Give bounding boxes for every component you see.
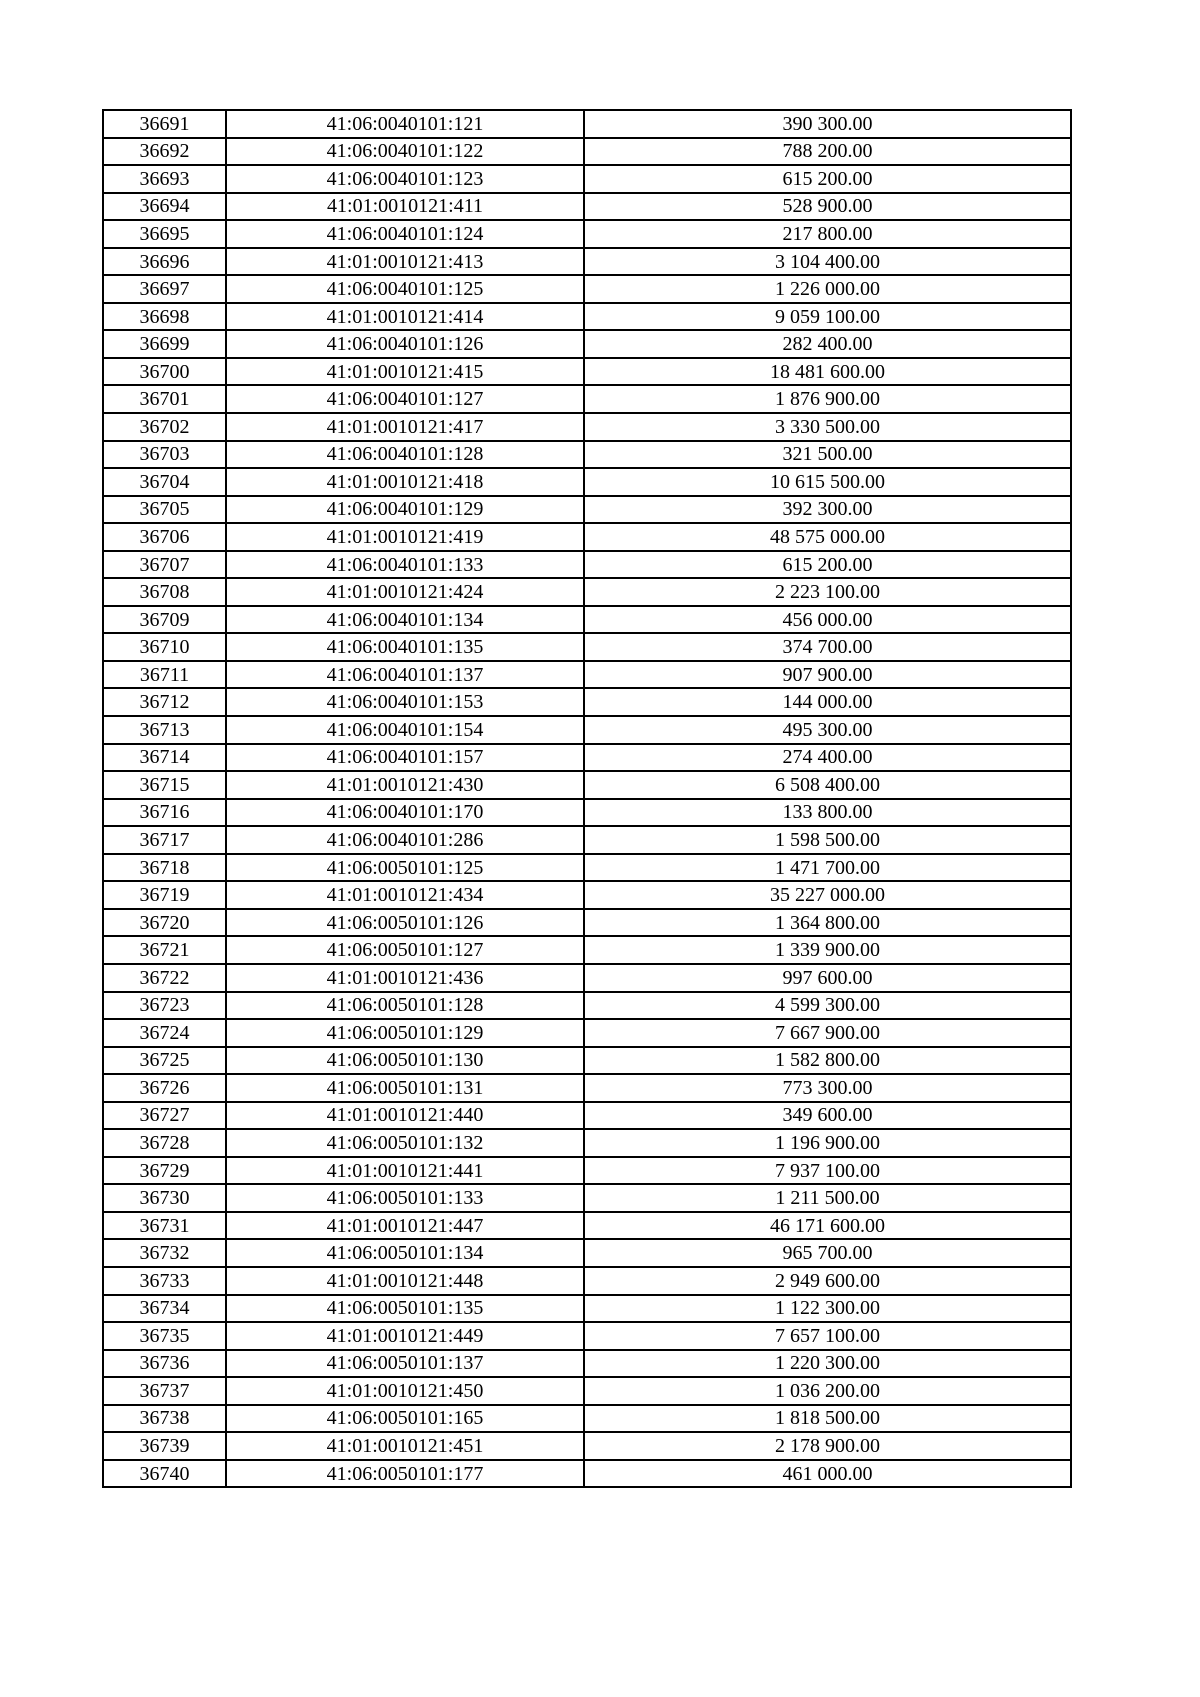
- row-number-cell: 36705: [103, 496, 226, 524]
- cadastral-value-cell: 1 220 300.00: [584, 1350, 1071, 1378]
- table-row: [103, 826, 1071, 854]
- cadastral-number-cell: 41:01:0010121:451: [226, 1432, 584, 1460]
- row-number-cell: 36720: [103, 909, 226, 937]
- cadastral-value-cell: 390 300.00: [584, 110, 1071, 138]
- table-row: [103, 1019, 1071, 1047]
- cadastral-number-cell: 41:01:0010121:414: [226, 303, 584, 331]
- cadastral-value-cell: 282 400.00: [584, 330, 1071, 358]
- table-row: [103, 992, 1071, 1020]
- cadastral-value-cell: 18 481 600.00: [584, 358, 1071, 386]
- row-number-cell: 36707: [103, 551, 226, 579]
- table-row: [103, 1350, 1071, 1378]
- row-number-cell: 36698: [103, 303, 226, 331]
- cadastral-number-cell: 41:01:0010121:441: [226, 1157, 584, 1185]
- table-row: [103, 1267, 1071, 1295]
- row-number-cell: 36729: [103, 1157, 226, 1185]
- table-row: [103, 1047, 1071, 1075]
- cadastral-value-cell: 2 949 600.00: [584, 1267, 1071, 1295]
- cadastral-number-cell: 41:01:0010121:430: [226, 771, 584, 799]
- row-number-cell: 36727: [103, 1102, 226, 1130]
- cadastral-number-cell: 41:01:0010121:440: [226, 1102, 584, 1130]
- row-number-cell: 36700: [103, 358, 226, 386]
- cadastral-value-cell: 456 000.00: [584, 606, 1071, 634]
- cadastral-value-cell: 10 615 500.00: [584, 468, 1071, 496]
- table-row: [103, 771, 1071, 799]
- cadastral-number-cell: 41:06:0040101:135: [226, 633, 584, 661]
- cadastral-number-cell: 41:06:0050101:130: [226, 1047, 584, 1075]
- table-row: [103, 1157, 1071, 1185]
- cadastral-number-cell: 41:06:0040101:157: [226, 744, 584, 772]
- table-row: [103, 551, 1071, 579]
- table-row: [103, 881, 1071, 909]
- row-number-cell: 36708: [103, 578, 226, 606]
- row-number-cell: 36726: [103, 1074, 226, 1102]
- row-number-cell: 36714: [103, 744, 226, 772]
- cadastral-value-cell: 1 471 700.00: [584, 854, 1071, 882]
- cadastral-value-cell: 528 900.00: [584, 193, 1071, 221]
- cadastral-value-cell: 1 226 000.00: [584, 275, 1071, 303]
- cadastral-number-cell: 41:06:0040101:154: [226, 716, 584, 744]
- cadastral-value-cell: 2 178 900.00: [584, 1432, 1071, 1460]
- cadastral-number-cell: 41:06:0040101:286: [226, 826, 584, 854]
- row-number-cell: 36730: [103, 1184, 226, 1212]
- table-row: [103, 1377, 1071, 1405]
- table-row: [103, 578, 1071, 606]
- cadastral-number-cell: 41:06:0050101:137: [226, 1350, 584, 1378]
- cadastral-value-cell: 6 508 400.00: [584, 771, 1071, 799]
- row-number-cell: 36703: [103, 441, 226, 469]
- row-number-cell: 36731: [103, 1212, 226, 1240]
- table-row: [103, 1184, 1071, 1212]
- cadastral-number-cell: 41:06:0050101:177: [226, 1460, 584, 1488]
- cadastral-number-cell: 41:01:0010121:417: [226, 413, 584, 441]
- cadastral-value-cell: 3 104 400.00: [584, 248, 1071, 276]
- cadastral-number-cell: 41:06:0050101:135: [226, 1295, 584, 1323]
- table-row: [103, 330, 1071, 358]
- cadastral-number-cell: 41:06:0040101:133: [226, 551, 584, 579]
- table-row: [103, 606, 1071, 634]
- row-number-cell: 36733: [103, 1267, 226, 1295]
- table-row: [103, 909, 1071, 937]
- cadastral-number-cell: 41:01:0010121:449: [226, 1322, 584, 1350]
- table-row: [103, 688, 1071, 716]
- cadastral-value-cell: 144 000.00: [584, 688, 1071, 716]
- cadastral-value-cell: 374 700.00: [584, 633, 1071, 661]
- cadastral-value-cell: 461 000.00: [584, 1460, 1071, 1488]
- cadastral-number-cell: 41:06:0050101:132: [226, 1129, 584, 1157]
- row-number-cell: 36736: [103, 1350, 226, 1378]
- row-number-cell: 36735: [103, 1322, 226, 1350]
- cadastral-value-cell: 1 876 900.00: [584, 385, 1071, 413]
- table-row: [103, 799, 1071, 827]
- table-row: [103, 110, 1071, 138]
- row-number-cell: 36715: [103, 771, 226, 799]
- cadastral-number-cell: 41:01:0010121:418: [226, 468, 584, 496]
- row-number-cell: 36717: [103, 826, 226, 854]
- cadastral-value-cell: 321 500.00: [584, 441, 1071, 469]
- row-number-cell: 36737: [103, 1377, 226, 1405]
- table-row: [103, 716, 1071, 744]
- table-row: [103, 523, 1071, 551]
- table-row: [103, 964, 1071, 992]
- table-row: [103, 936, 1071, 964]
- table-row: [103, 248, 1071, 276]
- cadastral-value-cell: 1 582 800.00: [584, 1047, 1071, 1075]
- cadastral-number-cell: 41:06:0040101:124: [226, 220, 584, 248]
- cadastral-value-cell: 217 800.00: [584, 220, 1071, 248]
- table-row: [103, 1432, 1071, 1460]
- row-number-cell: 36699: [103, 330, 226, 358]
- row-number-cell: 36695: [103, 220, 226, 248]
- row-number-cell: 36710: [103, 633, 226, 661]
- cadastral-number-cell: 41:06:0040101:170: [226, 799, 584, 827]
- cadastral-value-cell: 274 400.00: [584, 744, 1071, 772]
- cadastral-value-cell: 9 059 100.00: [584, 303, 1071, 331]
- cadastral-value-cell: 615 200.00: [584, 551, 1071, 579]
- cadastral-number-cell: 41:01:0010121:447: [226, 1212, 584, 1240]
- cadastral-number-cell: 41:06:0050101:165: [226, 1405, 584, 1433]
- table-row: [103, 275, 1071, 303]
- row-number-cell: 36721: [103, 936, 226, 964]
- table-row: [103, 1405, 1071, 1433]
- row-number-cell: 36693: [103, 165, 226, 193]
- table-row: [103, 193, 1071, 221]
- cadastral-number-cell: 41:06:0050101:125: [226, 854, 584, 882]
- cadastral-value-cell: 1 364 800.00: [584, 909, 1071, 937]
- table-row: [103, 496, 1071, 524]
- cadastral-number-cell: 41:06:0040101:127: [226, 385, 584, 413]
- row-number-cell: 36725: [103, 1047, 226, 1075]
- row-number-cell: 36739: [103, 1432, 226, 1460]
- row-number-cell: 36728: [103, 1129, 226, 1157]
- row-number-cell: 36724: [103, 1019, 226, 1047]
- table-row: [103, 744, 1071, 772]
- row-number-cell: 36704: [103, 468, 226, 496]
- cadastral-value-cell: 48 575 000.00: [584, 523, 1071, 551]
- table-body: [103, 110, 1071, 1487]
- cadastral-value-cell: 7 657 100.00: [584, 1322, 1071, 1350]
- cadastral-value-cell: 997 600.00: [584, 964, 1071, 992]
- row-number-cell: 36692: [103, 138, 226, 166]
- cadastral-number-cell: 41:06:0050101:127: [226, 936, 584, 964]
- cadastral-value-cell: 1 818 500.00: [584, 1405, 1071, 1433]
- row-number-cell: 36722: [103, 964, 226, 992]
- cadastral-value-cell: 35 227 000.00: [584, 881, 1071, 909]
- cadastral-value-cell: 773 300.00: [584, 1074, 1071, 1102]
- row-number-cell: 36712: [103, 688, 226, 716]
- cadastral-number-cell: 41:01:0010121:436: [226, 964, 584, 992]
- table-row: [103, 1295, 1071, 1323]
- row-number-cell: 36719: [103, 881, 226, 909]
- cadastral-number-cell: 41:06:0040101:125: [226, 275, 584, 303]
- row-number-cell: 36697: [103, 275, 226, 303]
- row-number-cell: 36706: [103, 523, 226, 551]
- table-row: [103, 1460, 1071, 1488]
- row-number-cell: 36723: [103, 992, 226, 1020]
- row-number-cell: 36709: [103, 606, 226, 634]
- row-number-cell: 36694: [103, 193, 226, 221]
- table-row: [103, 1239, 1071, 1267]
- cadastral-value-cell: 907 900.00: [584, 661, 1071, 689]
- cadastral-value-cell: 788 200.00: [584, 138, 1071, 166]
- cadastral-value-cell: 1 339 900.00: [584, 936, 1071, 964]
- cadastral-number-cell: 41:06:0040101:123: [226, 165, 584, 193]
- table-row: [103, 385, 1071, 413]
- table-row: [103, 1102, 1071, 1130]
- table-row: [103, 413, 1071, 441]
- cadastral-value-cell: 46 171 600.00: [584, 1212, 1071, 1240]
- row-number-cell: 36732: [103, 1239, 226, 1267]
- cadastral-number-cell: 41:06:0050101:128: [226, 992, 584, 1020]
- cadastral-value-cell: 495 300.00: [584, 716, 1071, 744]
- cadastral-value-cell: 1 211 500.00: [584, 1184, 1071, 1212]
- table-row: [103, 441, 1071, 469]
- row-number-cell: 36701: [103, 385, 226, 413]
- cadastral-value-cell: 965 700.00: [584, 1239, 1071, 1267]
- table-row: [103, 1212, 1071, 1240]
- cadastral-number-cell: 41:06:0040101:134: [226, 606, 584, 634]
- cadastral-value-cell: 7 937 100.00: [584, 1157, 1071, 1185]
- row-number-cell: 36716: [103, 799, 226, 827]
- cadastral-value-cell: 2 223 100.00: [584, 578, 1071, 606]
- table-row: [103, 138, 1071, 166]
- cadastral-number-cell: 41:01:0010121:411: [226, 193, 584, 221]
- table-row: [103, 854, 1071, 882]
- row-number-cell: 36696: [103, 248, 226, 276]
- cadastral-number-cell: 41:06:0050101:129: [226, 1019, 584, 1047]
- cadastral-number-cell: 41:06:0050101:133: [226, 1184, 584, 1212]
- cadastral-number-cell: 41:01:0010121:434: [226, 881, 584, 909]
- table-row: [103, 1074, 1071, 1102]
- cadastral-number-cell: 41:06:0040101:137: [226, 661, 584, 689]
- table-row: [103, 220, 1071, 248]
- cadastral-number-cell: 41:06:0050101:134: [226, 1239, 584, 1267]
- cadastral-value-cell: 1 122 300.00: [584, 1295, 1071, 1323]
- row-number-cell: 36691: [103, 110, 226, 138]
- cadastral-number-cell: 41:06:0040101:128: [226, 441, 584, 469]
- cadastral-number-cell: 41:01:0010121:415: [226, 358, 584, 386]
- table-row: [103, 358, 1071, 386]
- table-row: [103, 303, 1071, 331]
- row-number-cell: 36718: [103, 854, 226, 882]
- cadastral-number-cell: 41:06:0050101:126: [226, 909, 584, 937]
- row-number-cell: 36713: [103, 716, 226, 744]
- table-row: [103, 468, 1071, 496]
- cadastral-value-cell: 7 667 900.00: [584, 1019, 1071, 1047]
- table-row: [103, 1129, 1071, 1157]
- cadastral-number-cell: 41:01:0010121:419: [226, 523, 584, 551]
- cadastral-value-cell: 615 200.00: [584, 165, 1071, 193]
- cadastral-value-cell: 4 599 300.00: [584, 992, 1071, 1020]
- row-number-cell: 36740: [103, 1460, 226, 1488]
- cadastral-number-cell: 41:01:0010121:424: [226, 578, 584, 606]
- cadastral-value-cell: 349 600.00: [584, 1102, 1071, 1130]
- cadastral-value-cell: 1 598 500.00: [584, 826, 1071, 854]
- cadastral-value-cell: 1 036 200.00: [584, 1377, 1071, 1405]
- cadastral-number-cell: 41:06:0040101:126: [226, 330, 584, 358]
- cadastral-number-cell: 41:01:0010121:413: [226, 248, 584, 276]
- cadastral-value-cell: 392 300.00: [584, 496, 1071, 524]
- cadastral-number-cell: 41:01:0010121:448: [226, 1267, 584, 1295]
- row-number-cell: 36738: [103, 1405, 226, 1433]
- cadastral-number-cell: 41:06:0050101:131: [226, 1074, 584, 1102]
- cadastral-number-cell: 41:06:0040101:121: [226, 110, 584, 138]
- row-number-cell: 36711: [103, 661, 226, 689]
- row-number-cell: 36702: [103, 413, 226, 441]
- table-row: [103, 661, 1071, 689]
- cadastral-value-table: [102, 109, 1072, 1488]
- cadastral-value-cell: 3 330 500.00: [584, 413, 1071, 441]
- table-row: [103, 1322, 1071, 1350]
- cadastral-number-cell: 41:01:0010121:450: [226, 1377, 584, 1405]
- cadastral-number-cell: 41:06:0040101:153: [226, 688, 584, 716]
- row-number-cell: 36734: [103, 1295, 226, 1323]
- cadastral-value-cell: 133 800.00: [584, 799, 1071, 827]
- cadastral-number-cell: 41:06:0040101:122: [226, 138, 584, 166]
- cadastral-value-cell: 1 196 900.00: [584, 1129, 1071, 1157]
- cadastral-number-cell: 41:06:0040101:129: [226, 496, 584, 524]
- table-row: [103, 165, 1071, 193]
- table-row: [103, 633, 1071, 661]
